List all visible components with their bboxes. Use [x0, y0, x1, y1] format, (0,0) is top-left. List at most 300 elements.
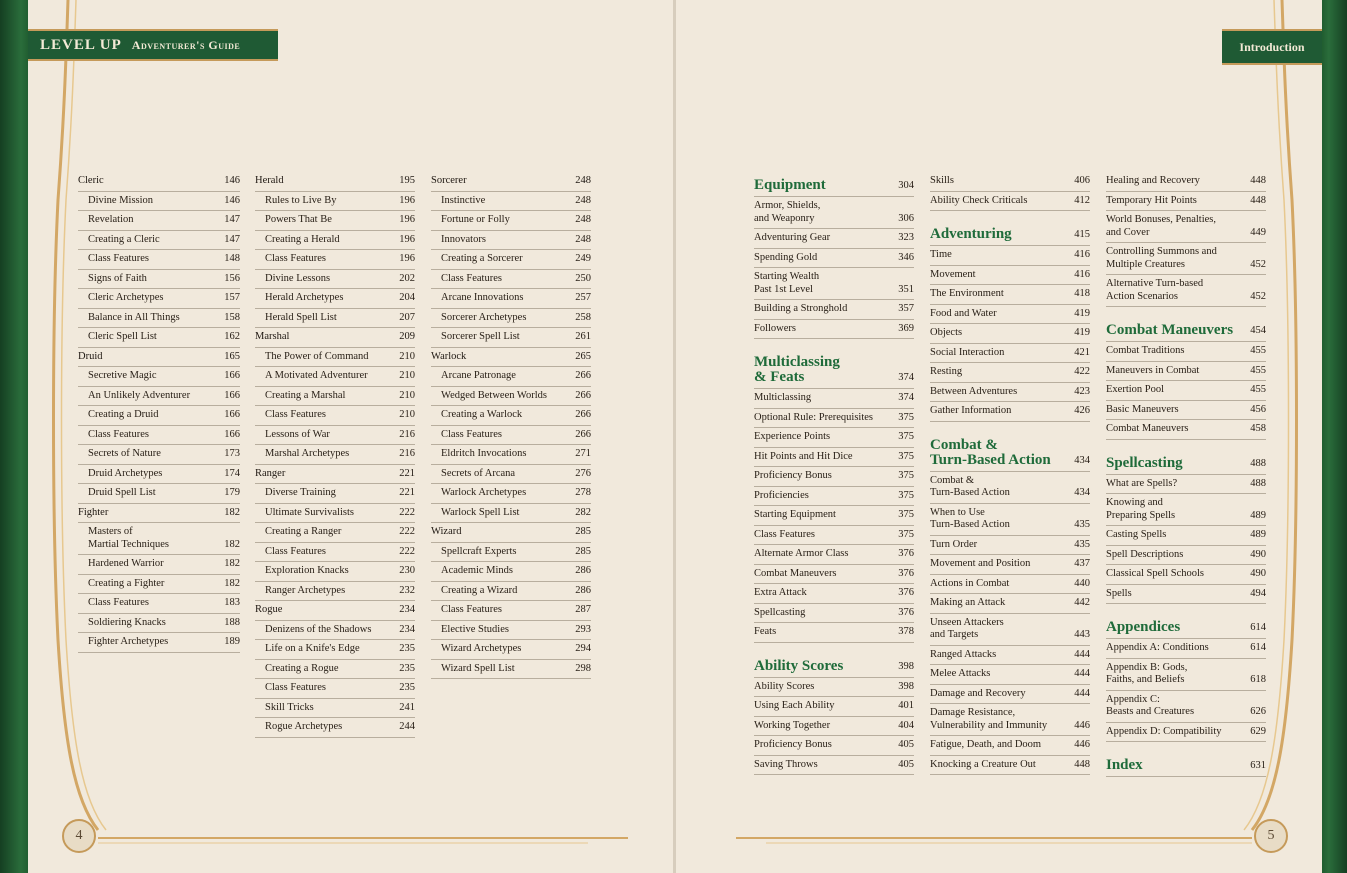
toc-class-entry[interactable] [78, 172, 240, 192]
toc-entry-label: Academic Minds [441, 565, 514, 576]
toc-entry[interactable] [255, 484, 415, 504]
toc-entry-page: 285 [575, 526, 591, 537]
toc-entry-label: Spell Descriptions [1106, 548, 1184, 560]
toc-entry[interactable] [930, 504, 1090, 536]
toc-entry-page: 419 [1074, 327, 1090, 338]
toc-entry[interactable] [930, 472, 1090, 504]
toc-entry-page: 173 [224, 448, 240, 459]
toc-entry[interactable] [255, 406, 415, 426]
toc-entry-page: 443 [1074, 629, 1090, 640]
toc-entry-page: 189 [224, 636, 240, 647]
toc-entry-label: Equipment [754, 177, 826, 193]
toc-entry-page: 166 [224, 428, 240, 440]
toc-entry-label: Controlling Summons and Multiple Creatures [1106, 246, 1217, 270]
toc-entry-label: Spellcraft Experts [441, 545, 517, 557]
left-page [28, 0, 674, 873]
toc-entry[interactable] [930, 736, 1090, 756]
chapter-title: Introduction [1239, 39, 1305, 54]
toc-entry[interactable] [1106, 639, 1266, 659]
toc-entry-page: 406 [1074, 175, 1090, 186]
toc-entry[interactable] [754, 584, 914, 604]
toc-entry-page: 323 [898, 232, 914, 243]
toc-entry-page: 422 [1074, 366, 1090, 377]
toc-entry-page: 375 [898, 470, 914, 481]
toc-entry[interactable] [255, 640, 415, 660]
toc-entry-label: Starting Wealth Past 1st Level [754, 271, 820, 295]
toc-entry[interactable] [1106, 546, 1266, 566]
toc-class-entry[interactable] [78, 348, 240, 368]
toc-entry-page: 626 [1250, 706, 1266, 717]
toc-entry-page: 376 [898, 567, 914, 579]
toc-entry-page: 426 [1074, 405, 1090, 416]
toc-entry-page: 166 [224, 370, 240, 381]
toc-entry-page: 248 [575, 233, 591, 245]
toc-entry-label: Secretive Magic [88, 370, 157, 381]
toc-entry-page: 416 [1074, 268, 1090, 280]
toc-entry[interactable] [930, 555, 1090, 575]
toc-entry-page: 157 [224, 292, 240, 303]
toc-entry[interactable] [255, 582, 415, 602]
toc-entry[interactable] [1106, 475, 1266, 495]
toc-entry[interactable] [754, 565, 914, 585]
toc-entry-label: Creating a Rogue [265, 662, 339, 674]
toc-entry[interactable] [255, 679, 415, 699]
toc-entry[interactable] [255, 543, 415, 563]
toc-entry-page: 248 [575, 214, 591, 225]
toc-entry[interactable] [431, 504, 591, 524]
toc-entry[interactable] [930, 305, 1090, 325]
toc-entry[interactable] [78, 192, 240, 212]
toc-entry[interactable] [431, 387, 591, 407]
toc-entry-page: 458 [1250, 423, 1266, 434]
toc-entry[interactable] [930, 646, 1090, 666]
toc-entry-label: Knowing and Preparing Spells [1106, 497, 1176, 521]
toc-entry-label: Using Each Ability [754, 700, 835, 711]
toc-entry[interactable] [930, 614, 1090, 646]
toc-column-3 [431, 172, 591, 679]
toc-entry[interactable] [930, 172, 1090, 192]
toc-section-heading[interactable] [754, 172, 914, 197]
toc-entry[interactable] [754, 506, 914, 526]
toc-entry[interactable] [930, 192, 1090, 212]
toc-entry-label: Adventuring [930, 226, 1012, 242]
toc-entry[interactable] [255, 660, 415, 680]
toc-entry[interactable] [930, 685, 1090, 705]
toc-entry-label: Wizard Archetypes [441, 643, 522, 654]
toc-entry-label: Adventuring Gear [754, 232, 831, 243]
toc-entry-label: Temporary Hit Points [1106, 194, 1197, 206]
toc-entry[interactable] [255, 250, 415, 270]
toc-entry-page: 147 [224, 214, 240, 225]
toc-entry[interactable] [255, 718, 415, 738]
toc-entry-page: 618 [1250, 674, 1266, 685]
toc-entry-label: Arcane Innovations [441, 292, 524, 303]
toc-entry[interactable] [255, 426, 415, 446]
toc-entry[interactable] [78, 484, 240, 504]
toc-entry[interactable] [431, 426, 591, 446]
toc-entry[interactable] [754, 229, 914, 249]
toc-entry-page: 276 [575, 467, 591, 479]
toc-entry[interactable] [1106, 401, 1266, 421]
toc-class-entry[interactable] [255, 601, 415, 621]
toc-section-heading[interactable] [1106, 317, 1266, 342]
toc-column-1 [78, 172, 240, 653]
toc-entry-label: Balance in All Things [88, 311, 180, 323]
toc-entry-page: 210 [399, 389, 415, 401]
toc-entry[interactable] [78, 387, 240, 407]
toc-entry[interactable] [930, 344, 1090, 364]
toc-entry-page: 221 [399, 467, 415, 479]
toc-entry[interactable] [1106, 342, 1266, 362]
toc-entry[interactable] [431, 582, 591, 602]
toc-entry[interactable] [255, 309, 415, 329]
toc-entry-page: 232 [399, 584, 415, 596]
toc-entry-page: 166 [224, 409, 240, 420]
toc-section-heading[interactable] [1106, 450, 1266, 475]
toc-entry-page: 265 [575, 350, 591, 362]
toc-entry[interactable] [754, 428, 914, 448]
toc-entry[interactable] [78, 523, 240, 555]
toc-entry-page: 304 [898, 180, 914, 191]
toc-class-entry[interactable] [431, 523, 591, 543]
toc-class-entry[interactable] [431, 172, 591, 192]
toc-entry-page: 216 [399, 448, 415, 459]
toc-entry[interactable] [78, 367, 240, 387]
toc-entry-label: Denizens of the Shadows [265, 623, 372, 635]
toc-entry[interactable] [255, 523, 415, 543]
toc-entry[interactable] [1106, 526, 1266, 546]
toc-entry[interactable] [754, 697, 914, 717]
toc-entry[interactable] [1106, 192, 1266, 212]
toc-entry[interactable] [1106, 172, 1266, 192]
book-title: Adventurer's Guide [131, 37, 241, 52]
toc-entry-page: 454 [1250, 325, 1266, 336]
toc-entry[interactable] [431, 289, 591, 309]
toc-entry-label: Appendix B: Gods, Faiths, and Beliefs [1106, 661, 1188, 685]
toc-entry-label: Fighter [78, 506, 109, 518]
toc-entry[interactable] [930, 756, 1090, 776]
toc-entry-label: Sorcerer Spell List [441, 331, 520, 342]
toc-class-entry[interactable] [78, 504, 240, 524]
toc-entry-label: Working Together [754, 719, 831, 731]
toc-entry[interactable] [431, 640, 591, 660]
toc-entry[interactable] [255, 445, 415, 465]
toc-entry[interactable] [754, 756, 914, 776]
toc-entry[interactable] [754, 717, 914, 737]
toc-entry-label: Spellcasting [1106, 454, 1183, 471]
toc-entry-page: 405 [898, 758, 914, 770]
toc-entry[interactable] [255, 504, 415, 524]
toc-entry[interactable] [431, 543, 591, 563]
toc-entry[interactable] [1106, 723, 1266, 743]
toc-entry-page: 306 [898, 212, 914, 224]
toc-entry[interactable] [431, 367, 591, 387]
toc-entry-page: 452 [1250, 290, 1266, 302]
toc-entry-page: 375 [898, 528, 914, 540]
toc-entry-label: Appendix C: Beasts and Creatures [1106, 693, 1195, 717]
toc-section-heading[interactable] [754, 349, 914, 389]
toc-section-heading[interactable] [1106, 614, 1266, 639]
toc-entry[interactable] [754, 409, 914, 429]
toc-entry-page: 249 [575, 253, 591, 264]
toc-entry-label: Soldiering Knacks [88, 616, 166, 628]
toc-entry-label: Multiclassing [754, 392, 812, 403]
toc-entry[interactable] [431, 406, 591, 426]
toc-entry[interactable] [255, 621, 415, 641]
toc-entry-label: Warlock [431, 350, 467, 362]
toc-class-entry[interactable] [431, 348, 591, 368]
toc-entry[interactable] [78, 270, 240, 290]
toc-entry-label: Creating a Ranger [265, 526, 342, 537]
toc-entry[interactable] [754, 448, 914, 468]
toc-entry[interactable] [1106, 243, 1266, 275]
toc-entry[interactable] [78, 614, 240, 634]
toc-entry[interactable] [754, 526, 914, 546]
toc-entry-label: Ranger [255, 467, 286, 479]
toc-entry[interactable] [255, 387, 415, 407]
toc-entry[interactable] [930, 704, 1090, 736]
toc-entry-page: 405 [898, 739, 914, 750]
toc-entry-page: 448 [1074, 758, 1090, 770]
toc-entry[interactable] [78, 575, 240, 595]
toc-entry-page: 448 [1250, 194, 1266, 206]
toc-entry[interactable] [78, 465, 240, 485]
toc-entry-page: 266 [575, 428, 591, 440]
toc-class-entry[interactable] [255, 172, 415, 192]
toc-entry[interactable] [78, 289, 240, 309]
toc-entry[interactable] [754, 249, 914, 269]
toc-entry[interactable] [930, 246, 1090, 266]
toc-entry-page: 148 [224, 253, 240, 264]
toc-entry[interactable] [930, 363, 1090, 383]
toc-entry-page: 490 [1250, 568, 1266, 579]
toc-entry-page: 196 [399, 253, 415, 264]
toc-entry[interactable] [431, 231, 591, 251]
toc-entry-label: Movement [930, 268, 976, 280]
toc-section-heading[interactable] [1106, 752, 1266, 777]
toc-entry-page: 490 [1250, 548, 1266, 560]
toc-entry-label: Class Features [441, 272, 502, 284]
toc-entry-page: 204 [399, 292, 415, 303]
toc-entry-page: 196 [399, 233, 415, 245]
toc-entry[interactable] [930, 383, 1090, 403]
toc-entry-label: Herald [255, 175, 284, 186]
toc-entry-label: Class Features [265, 409, 326, 420]
toc-entry[interactable] [754, 545, 914, 565]
toc-entry-label: An Unlikely Adventurer [88, 389, 191, 401]
toc-entry-label: Herald Archetypes [265, 292, 344, 303]
toc-entry-page: 182 [224, 558, 240, 569]
toc-entry-page: 376 [898, 606, 914, 618]
toc-entry-page: 398 [898, 660, 914, 672]
toc-entry-page: 631 [1250, 760, 1266, 771]
toc-entry[interactable] [431, 465, 591, 485]
toc-entry-page: 244 [399, 721, 415, 732]
toc-entry-label: Fortune or Folly [441, 214, 510, 225]
toc-entry[interactable] [78, 250, 240, 270]
toc-entry-page: 376 [898, 548, 914, 559]
toc-entry-label: Objects [930, 327, 963, 338]
toc-entry[interactable] [930, 594, 1090, 614]
toc-entry[interactable] [1106, 420, 1266, 440]
toc-entry-page: 421 [1074, 346, 1090, 358]
toc-entry-label: Creating a Warlock [441, 409, 523, 420]
toc-entry-label: Herald Spell List [265, 311, 337, 323]
toc-section-heading[interactable] [930, 432, 1090, 472]
toc-entry[interactable] [930, 402, 1090, 422]
toc-entry[interactable] [431, 328, 591, 348]
toc-entry-label: Ability Check Criticals [930, 194, 1028, 206]
toc-entry-label: Sorcerer [431, 175, 467, 186]
toc-entry-label: Eldritch Invocations [441, 448, 527, 459]
toc-entry[interactable] [754, 300, 914, 320]
toc-entry[interactable] [78, 328, 240, 348]
toc-entry[interactable] [930, 285, 1090, 305]
toc-entry[interactable] [78, 309, 240, 329]
toc-entry[interactable] [78, 231, 240, 251]
toc-entry-label: Saving Throws [754, 758, 818, 770]
toc-entry[interactable] [431, 192, 591, 212]
toc-entry[interactable] [754, 389, 914, 409]
toc-entry[interactable] [754, 604, 914, 624]
toc-entry-page: 412 [1074, 194, 1090, 206]
toc-entry[interactable] [1106, 211, 1266, 243]
toc-entry-label: Combat Maneuvers [1106, 322, 1234, 338]
toc-entry-label: A Motivated Adventurer [265, 370, 368, 381]
toc-entry[interactable] [431, 621, 591, 641]
toc-entry[interactable] [431, 270, 591, 290]
toc-entry[interactable] [1106, 585, 1266, 605]
toc-entry[interactable] [78, 594, 240, 614]
toc-entry[interactable] [754, 678, 914, 698]
toc-entry[interactable] [1106, 494, 1266, 526]
toc-entry-label: Resting [930, 366, 963, 377]
toc-entry[interactable] [930, 665, 1090, 685]
toc-entry[interactable] [1106, 381, 1266, 401]
toc-entry[interactable] [255, 270, 415, 290]
toc-section-heading[interactable] [754, 653, 914, 678]
toc-entry[interactable] [255, 289, 415, 309]
toc-entry[interactable] [930, 575, 1090, 595]
toc-entry[interactable] [78, 406, 240, 426]
toc-entry-label: Arcane Patronage [441, 370, 516, 381]
toc-class-entry[interactable] [255, 465, 415, 485]
toc-entry[interactable] [431, 601, 591, 621]
toc-entry-label: Optional Rule: Prerequisites [754, 411, 873, 423]
toc-entry[interactable] [754, 467, 914, 487]
toc-entry-page: 183 [224, 597, 240, 608]
toc-entry[interactable] [754, 736, 914, 756]
toc-entry[interactable] [255, 231, 415, 251]
toc-entry[interactable] [78, 633, 240, 653]
toc-entry-label: Secrets of Nature [88, 448, 161, 459]
toc-entry-label: Wizard Spell List [441, 662, 515, 674]
toc-entry[interactable] [754, 197, 914, 229]
toc-entry-page: 378 [898, 626, 914, 637]
toc-entry[interactable] [78, 445, 240, 465]
toc-entry[interactable] [1106, 659, 1266, 691]
toc-entry[interactable] [255, 192, 415, 212]
toc-entry[interactable] [754, 487, 914, 507]
toc-entry-label: Making an Attack [930, 597, 1006, 608]
toc-entry[interactable] [431, 211, 591, 231]
toc-entry-page: 435 [1074, 538, 1090, 550]
toc-entry-label: Class Features [441, 428, 502, 440]
toc-entry[interactable] [930, 266, 1090, 286]
toc-entry[interactable] [930, 324, 1090, 344]
toc-entry-page: 346 [898, 251, 914, 263]
toc-entry[interactable] [1106, 275, 1266, 307]
toc-entry[interactable] [754, 623, 914, 643]
toc-entry[interactable] [1106, 691, 1266, 723]
toc-entry-page: 216 [399, 428, 415, 440]
toc-entry-label: Melee Attacks [930, 668, 991, 679]
toc-entry[interactable] [431, 562, 591, 582]
toc-entry-page: 351 [898, 283, 914, 295]
toc-entry[interactable] [255, 348, 415, 368]
toc-entry-page: 434 [1074, 487, 1090, 498]
toc-entry[interactable] [78, 211, 240, 231]
toc-entry-page: 375 [898, 431, 914, 442]
toc-entry-label: Rules to Live By [265, 194, 337, 206]
toc-entry-label: Class Features [265, 253, 326, 264]
left-cover-edge [0, 0, 30, 873]
toc-entry[interactable] [255, 211, 415, 231]
toc-entry-page: 165 [224, 350, 240, 362]
toc-entry-page: 376 [898, 587, 914, 598]
toc-column-4 [754, 172, 914, 775]
toc-entry-page: 444 [1074, 648, 1090, 660]
brand-title: LEVEL UP [40, 36, 122, 53]
toc-entry-page: 248 [575, 175, 591, 186]
toc-entry-page: 158 [224, 311, 240, 323]
toc-entry-page: 416 [1074, 249, 1090, 260]
toc-entry[interactable] [255, 562, 415, 582]
toc-entry[interactable] [431, 484, 591, 504]
toc-section-heading[interactable] [930, 221, 1090, 246]
toc-entry-page: 614 [1250, 622, 1266, 633]
toc-entry-label: Creating a Cleric [88, 233, 160, 245]
toc-entry-label: Food and Water [930, 307, 997, 319]
toc-entry[interactable] [255, 367, 415, 387]
toc-entry[interactable] [78, 426, 240, 446]
toc-entry-label: Combat & Turn-Based Action [930, 436, 1051, 468]
toc-entry-page: 489 [1250, 529, 1266, 540]
toc-entry-page: 455 [1250, 364, 1266, 376]
toc-entry-label: Building a Stronghold [754, 303, 848, 314]
toc-entry-label: Class Features [88, 253, 149, 264]
toc-entry[interactable] [1106, 362, 1266, 382]
toc-entry-page: 182 [224, 506, 240, 518]
toc-entry[interactable] [1106, 565, 1266, 585]
toc-entry[interactable] [754, 320, 914, 340]
toc-entry[interactable] [255, 699, 415, 719]
toc-entry[interactable] [431, 250, 591, 270]
toc-entry-page: 404 [898, 719, 914, 731]
toc-entry[interactable] [754, 268, 914, 300]
toc-entry-label: Multiclassing & Feats [754, 354, 840, 385]
toc-entry[interactable] [431, 445, 591, 465]
toc-entry-label: Exploration Knacks [265, 565, 349, 576]
toc-entry-label: Classical Spell Schools [1106, 568, 1204, 579]
toc-class-entry[interactable] [255, 328, 415, 348]
toc-entry[interactable] [78, 555, 240, 575]
toc-entry[interactable] [930, 536, 1090, 556]
toc-entry-page: 449 [1250, 226, 1266, 238]
toc-entry-page: 250 [575, 272, 591, 284]
toc-entry[interactable] [431, 660, 591, 680]
toc-entry[interactable] [431, 309, 591, 329]
